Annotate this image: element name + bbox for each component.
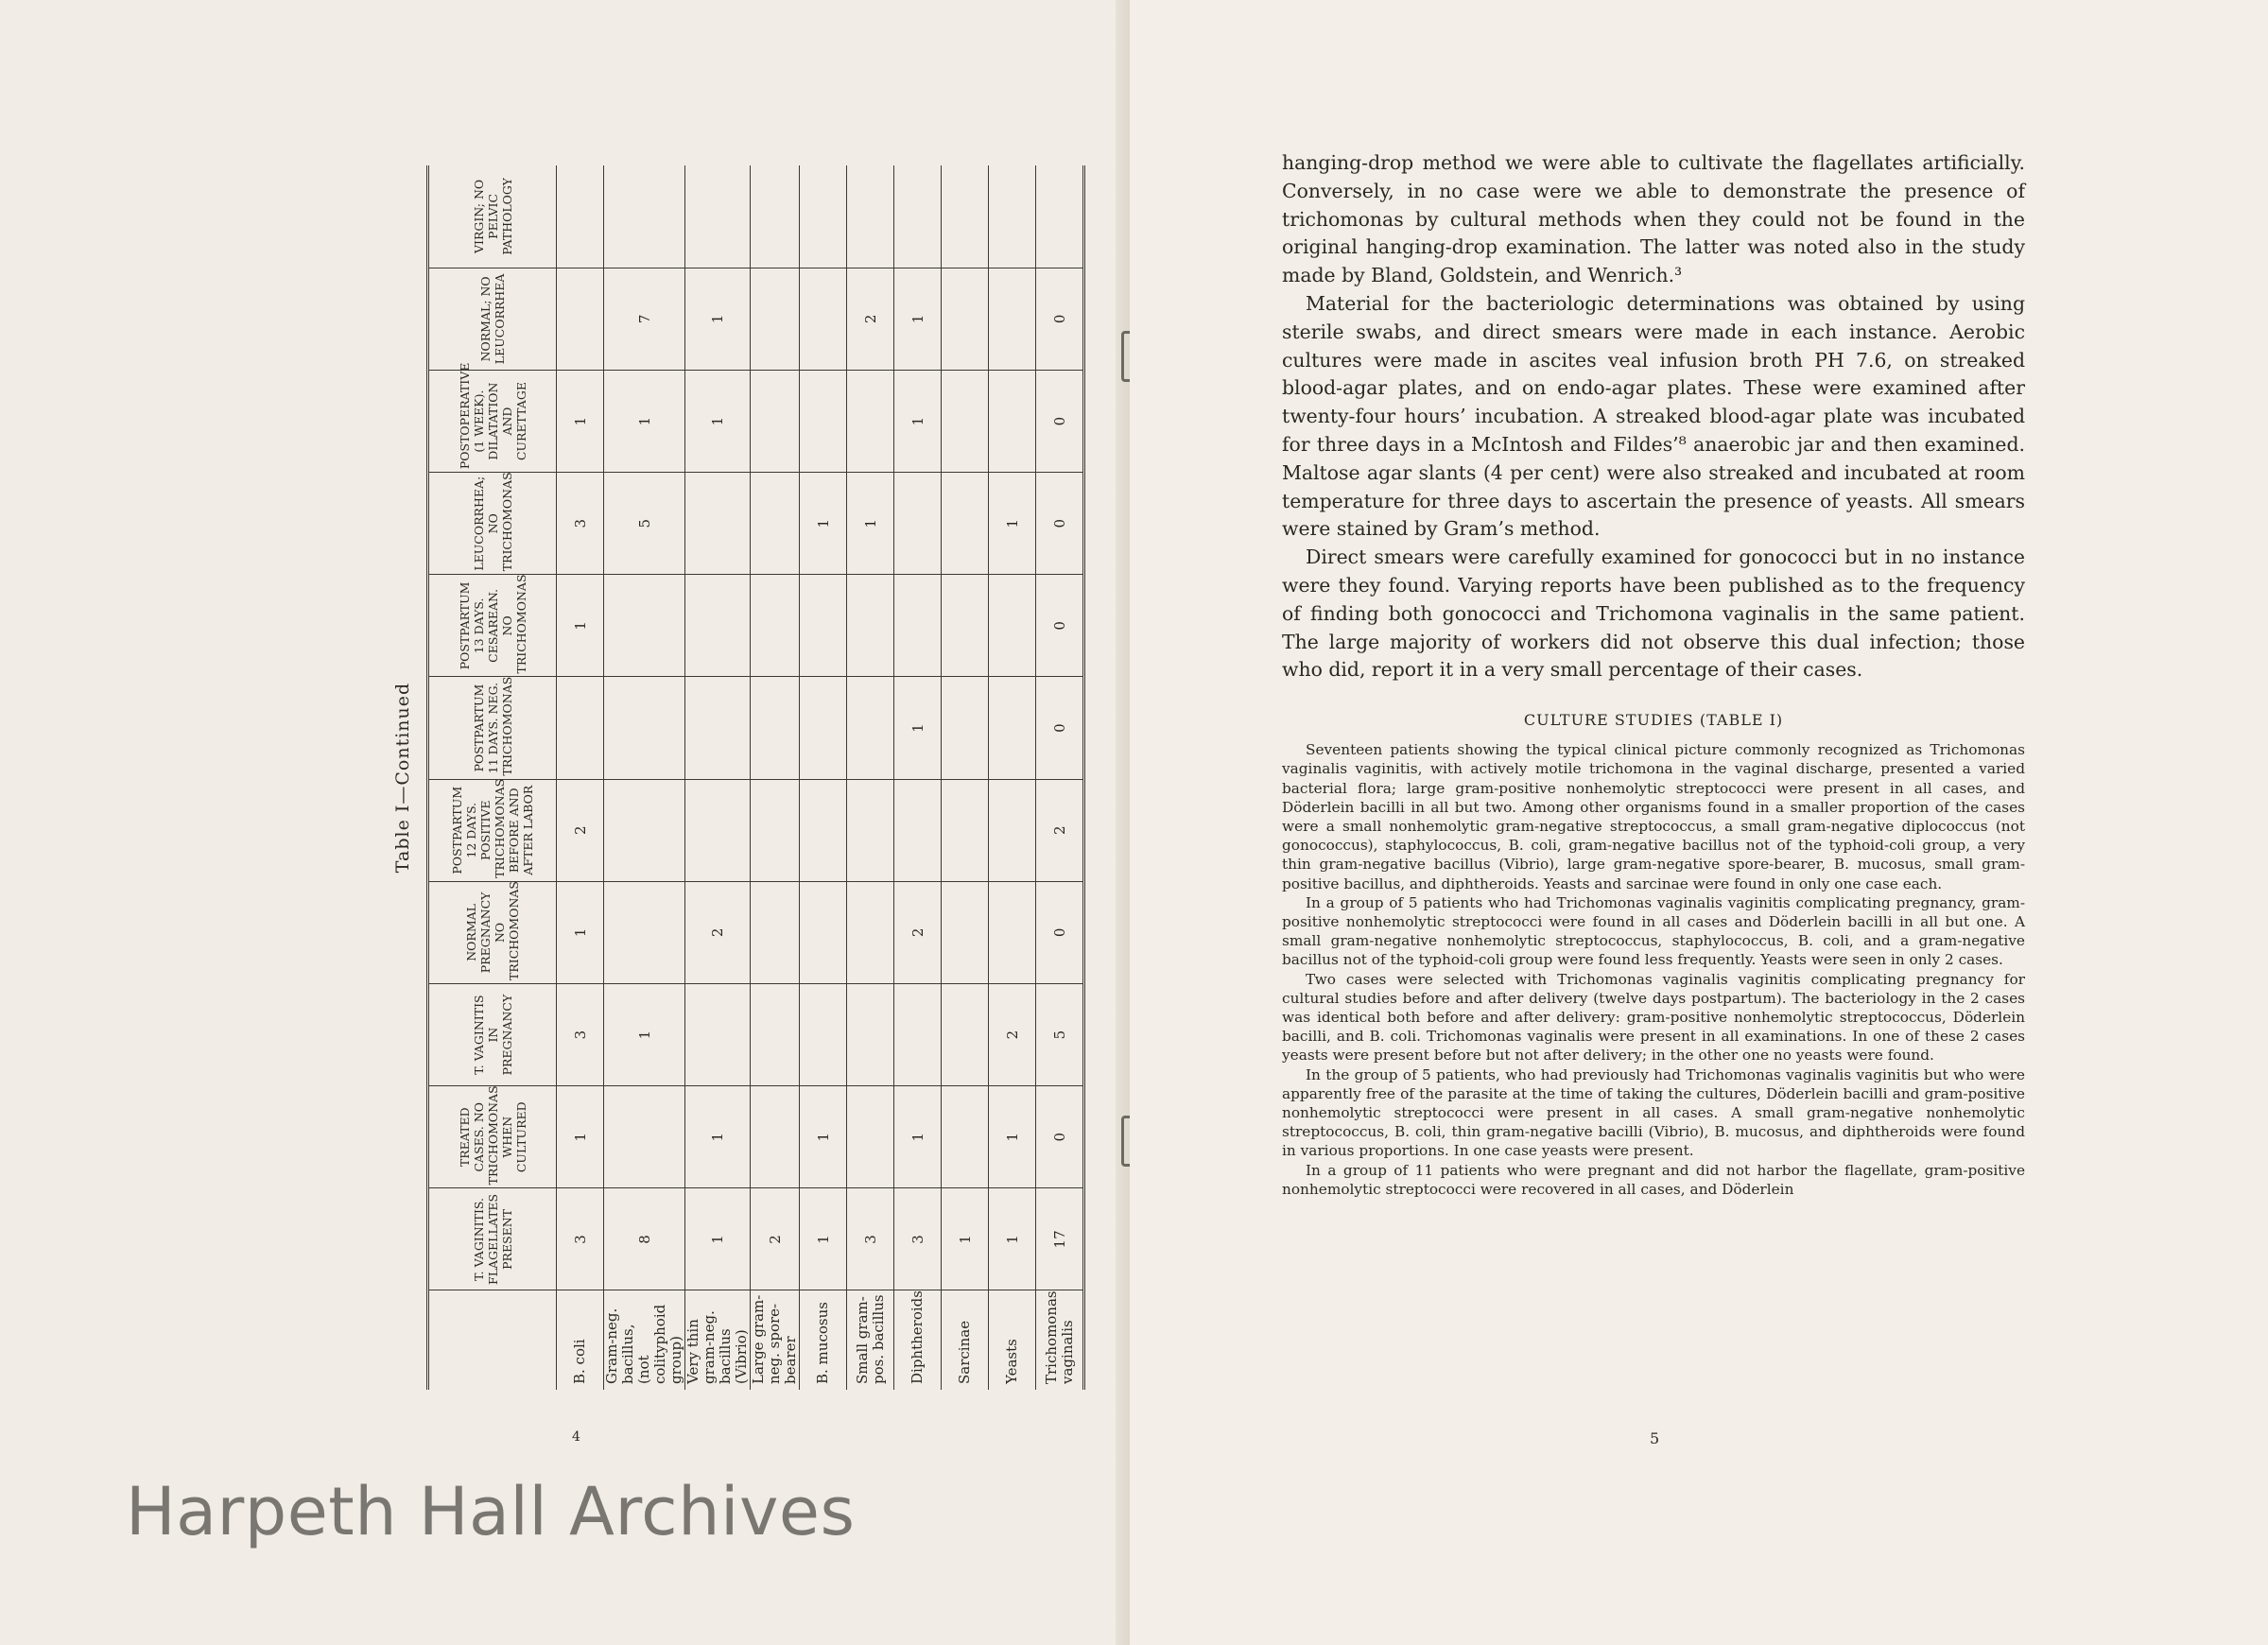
table-cell: [989, 370, 1036, 472]
row-label: Sarcinae: [942, 1290, 989, 1390]
table-cell: [557, 268, 604, 370]
column-header: POSTPARTUM 13 DAYS. CESAREAN. NO TRICHOMONAS: [428, 575, 557, 677]
table-cell: [800, 268, 847, 370]
table-cell: 3: [557, 1188, 604, 1290]
table-cell: [604, 677, 685, 779]
section-heading: CULTURE STUDIES (TABLE I): [1523, 711, 1784, 730]
table-cell: 0: [1036, 575, 1084, 677]
archive-watermark: Harpeth Hall Archives: [126, 1473, 856, 1550]
column-header: NORMAL PREGNANCY NO TRICHOMONAS: [428, 881, 557, 983]
table-cell: [942, 370, 989, 472]
table-row: [604, 165, 685, 1390]
table-cell: [942, 1086, 989, 1188]
table-cell: [989, 779, 1036, 881]
table-header-row: [428, 165, 557, 1390]
paragraph: Direct smears were carefully examined for gonococci but in no instance were they found. Varying reports have been published as to the frequency of finding both gonococci and Trichomona vaginalis in the same patient. The large majority of workers did not observe this dual infection; those who did, report it in a very small percentage of their cases.: [1282, 545, 2025, 682]
table-cell: [800, 881, 847, 983]
table-cell: 2: [1036, 779, 1084, 881]
table-cell: 1: [942, 1188, 989, 1290]
table-row: [751, 165, 800, 1390]
table-cell: 1: [557, 575, 604, 677]
table-cell: [800, 575, 847, 677]
table-cell: [894, 165, 942, 268]
table-cell: [751, 881, 800, 983]
row-label: Small gram-pos. bacillus: [847, 1290, 894, 1390]
table-cell: [557, 677, 604, 779]
table-cell: [685, 473, 751, 575]
table-cell: 1: [989, 1086, 1036, 1188]
row-label: Very thin gram-neg. bacillus (Vibrio): [685, 1290, 751, 1390]
table-cell: [942, 575, 989, 677]
table-cell: [942, 473, 989, 575]
table-cell: 3: [557, 983, 604, 1085]
column-header: VIRGIN; NO PELVIC PATHOLOGY: [428, 165, 557, 268]
rotated-table: [392, 165, 1076, 1390]
table-cell: [751, 779, 800, 881]
table-cell: 1: [894, 677, 942, 779]
table-cell: [847, 983, 894, 1085]
table-body: [557, 165, 1084, 1390]
table-cell: [800, 779, 847, 881]
table-cell: 5: [604, 473, 685, 575]
table-cell: [557, 165, 604, 268]
table-row: [685, 165, 751, 1390]
row-label: B. coli: [557, 1290, 604, 1390]
row-label: Yeasts: [989, 1290, 1036, 1390]
table-cell: 2: [751, 1188, 800, 1290]
table-cell: 1: [685, 370, 751, 472]
table-cell: [604, 1086, 685, 1188]
table-cell: [894, 983, 942, 1085]
table-cell: [894, 779, 942, 881]
row-label: Large gram-neg. spore-bearer: [751, 1290, 800, 1390]
table-cell: [685, 575, 751, 677]
table-cell: [847, 370, 894, 472]
table-cell: [847, 165, 894, 268]
column-header: POSTPARTUM 11 DAYS. NEG. TRICHOMONAS: [428, 677, 557, 779]
table-cell: [685, 779, 751, 881]
table-cell: 1: [604, 370, 685, 472]
paragraph: Two cases were selected with Trichomonas vaginalis vaginitis complicating pregnancy for cultural studies before and after delivery (twelve days postpartum). The bacteriology in the 2 cases was identical both before and after delivery: gram-positive nonhemolytic streptococcus, Döderlein bacilli, and B. coli. Trichomonas vaginalis were present in all examinations. In one of these 2 cases yeasts were present before but not after delivery; in the other one no yeasts were found.: [1282, 970, 2025, 1065]
table-cell: 3: [557, 473, 604, 575]
table-cell: 0: [1036, 677, 1084, 779]
table-cell: 1: [894, 1086, 942, 1188]
table-cell: [942, 677, 989, 779]
table-cell: [942, 165, 989, 268]
table-cell: 1: [557, 1086, 604, 1188]
table-cell: [847, 677, 894, 779]
table-cell: 0: [1036, 881, 1084, 983]
table-cell: [894, 575, 942, 677]
table-cell: 1: [685, 268, 751, 370]
table-cell: [847, 779, 894, 881]
table-cell: 5: [1036, 983, 1084, 1085]
table-cell: 2: [557, 779, 604, 881]
table-cell: 1: [800, 1086, 847, 1188]
table-cell: [751, 575, 800, 677]
table-cell: [751, 677, 800, 779]
column-header: TREATED CASES. NO TRICHOMONAS WHEN CULTURED: [428, 1086, 557, 1188]
column-header: T. VAGINITIS. FLAGELLATES PRESENT: [428, 1188, 557, 1290]
table-cell: 1: [557, 881, 604, 983]
table-cell: [751, 268, 800, 370]
table-cell: [751, 473, 800, 575]
table-cell: [942, 983, 989, 1085]
table-cell: [751, 370, 800, 472]
table-cell: [685, 677, 751, 779]
column-header: T. VAGINITIS IN PREGNANCY: [428, 983, 557, 1085]
table-cell: 2: [989, 983, 1036, 1085]
table-cell: 0: [1036, 1086, 1084, 1188]
table-cell: 2: [894, 881, 942, 983]
table-cell: [685, 983, 751, 1085]
table-cell: [751, 983, 800, 1085]
table-cell: [751, 165, 800, 268]
table-cell: [989, 677, 1036, 779]
paragraph: hanging-drop method we were able to cultivate the flagellates artificially. Conversely, in no case were we able to demonstrate the presence of trichomonas by cultural methods when they could not be found in the original hanging-drop examination. The latter was noted also in the study made by Bland, Goldstein, and Wenrich.³: [1282, 151, 2025, 287]
table-cell: 1: [604, 983, 685, 1085]
left-page-number: 4: [572, 1429, 580, 1445]
table-cell: 3: [847, 1188, 894, 1290]
table-cell: [989, 575, 1036, 677]
column-header: NORMAL; NO LEUCORRHEA: [428, 268, 557, 370]
table-cell: 1: [685, 1188, 751, 1290]
table-cell: 1: [847, 473, 894, 575]
table-cell: [989, 881, 1036, 983]
row-label: Gram-neg. bacillus, (not colityphoid group): [604, 1290, 685, 1390]
table-cell: 1: [685, 1086, 751, 1188]
table-cell: 7: [604, 268, 685, 370]
column-header: POSTPARTUM 12 DAYS. POSITIVE TRICHOMONAS BEFORE AND AFTER LABOR: [428, 779, 557, 881]
row-label: Trichomonas vaginalis: [1036, 1290, 1084, 1390]
column-header: POSTOPERATIVE (1 WEEK). DILATATION AND CURETTAGE: [428, 370, 557, 472]
table-row: [989, 165, 1036, 1390]
paragraph: In a group of 11 patients who were pregnant and did not harbor the flagellate, gram-positive nonhemolytic streptococci were recovered in all cases, and Döderlein: [1282, 1161, 2025, 1198]
paragraph: Seventeen patients showing the typical clinical picture commonly recognized as Trichomonas vaginalis vaginitis, with actively motile trichomona in the vaginal discharge, presented a varied bacterial flora; large gram-positive nonhemolytic streptococci were present in all cases, and Döderlein bacilli in all but two. Among other organisms found in a smaller proportion of the cases were a small nonhemolytic gram-negative streptococcus, a small gram-negative diplococcus (not gonococcus), staphylococcus, B. coli, gram-negative bacillus not of the typhoid-coli group, a very thin gram-negative bacillus (Vibrio), large gram-negative spore-bearer, B. mucosus, small gram-positive bacillus, and diphtheroids. Yeasts and sarcinae were found in only one case each.: [1282, 741, 2025, 892]
table-cell: 2: [847, 268, 894, 370]
table-cell: 1: [989, 473, 1036, 575]
column-header: [428, 1290, 557, 1390]
row-label: B. mucosus: [800, 1290, 847, 1390]
table-cell: [847, 575, 894, 677]
table-caption: Table I—Continued: [392, 682, 413, 874]
table-cell: [847, 1086, 894, 1188]
table-cell: 1: [557, 370, 604, 472]
left-page: [0, 0, 1130, 1645]
table-cell: 0: [1036, 473, 1084, 575]
table-cell: 3: [894, 1188, 942, 1290]
right-page-text: [1282, 149, 2025, 1199]
table-cell: [847, 881, 894, 983]
table-cell: [751, 1086, 800, 1188]
culture-table: [426, 165, 1085, 1390]
table-cell: 1: [800, 473, 847, 575]
table-cell: 17: [1036, 1188, 1084, 1290]
paragraph: In a group of 5 patients who had Trichomonas vaginalis vaginitis complicating pregnancy, gram-positive nonhemolytic streptococci were found in all cases and Döderlein bacilli in all but one. A small gram-negative nonhemolytic streptococcus, staphylococcus, B. coli, and a gram-negative bacillus not of the typhoid-coli group were found less frequently. Yeasts were seen in only 2 cases.: [1282, 893, 2025, 969]
paragraph: Material for the bacteriologic determinations was obtained by using sterile swabs, and direct smears were made in each instance. Aerobic cultures were made in ascites veal infusion broth PH 7.6, on streaked blood-agar plates, and on endo-agar plates. These were examined after twenty-four hours’ incubation. A streaked blood-agar plate was incubated for three days in a McIntosh and Fildes’⁸ anaerobic jar and then examined. Maltose agar slants (4 per cent) were also streaked and incubated at room temperature for three days to ascertain the presence of yeasts. All smears were stained by Gram’s method.: [1282, 291, 2025, 541]
table-row: [942, 165, 989, 1390]
page-number: 5: [1650, 1429, 1660, 1447]
table-cell: [1036, 165, 1084, 268]
table-cell: [942, 881, 989, 983]
column-header: LEUCORRHEA; NO TRICHOMONAS: [428, 473, 557, 575]
table-cell: [989, 268, 1036, 370]
paragraph: In the group of 5 patients, who had previously had Trichomonas vaginalis vaginitis but who were apparently free of the parasite at the time of taking the cultures, Döderlein bacilli and gram-positive nonhemolytic streptococci were present in all cases. A small gram-negative nonhemolytic streptococcus, B. coli, thin gram-negative bacilli (Vibrio), B. mucosus, and diphtheroids were found in various proportions. In one case yeasts were present.: [1282, 1065, 2025, 1160]
table-cell: [800, 677, 847, 779]
table-cell: [604, 779, 685, 881]
table-cell: 0: [1036, 370, 1084, 472]
table-cell: [800, 165, 847, 268]
table-row: [800, 165, 847, 1390]
table-cell: [604, 575, 685, 677]
table-cell: 1: [800, 1188, 847, 1290]
table-cell: [942, 779, 989, 881]
table-cell: [800, 370, 847, 472]
table-cell: [685, 165, 751, 268]
table-cell: [604, 881, 685, 983]
row-label: Diphtheroids: [894, 1290, 942, 1390]
table-row: [557, 165, 604, 1390]
table-cell: 8: [604, 1188, 685, 1290]
table-cell: [894, 473, 942, 575]
table-cell: [604, 165, 685, 268]
table-cell: 1: [894, 370, 942, 472]
table-row: [1036, 165, 1084, 1390]
table-cell: [800, 983, 847, 1085]
table-row: [847, 165, 894, 1390]
table-cell: [942, 268, 989, 370]
table-row: [894, 165, 942, 1390]
table-cell: 2: [685, 881, 751, 983]
table-cell: [989, 165, 1036, 268]
table-cell: 0: [1036, 268, 1084, 370]
table-cell: 1: [989, 1188, 1036, 1290]
table-cell: 1: [894, 268, 942, 370]
